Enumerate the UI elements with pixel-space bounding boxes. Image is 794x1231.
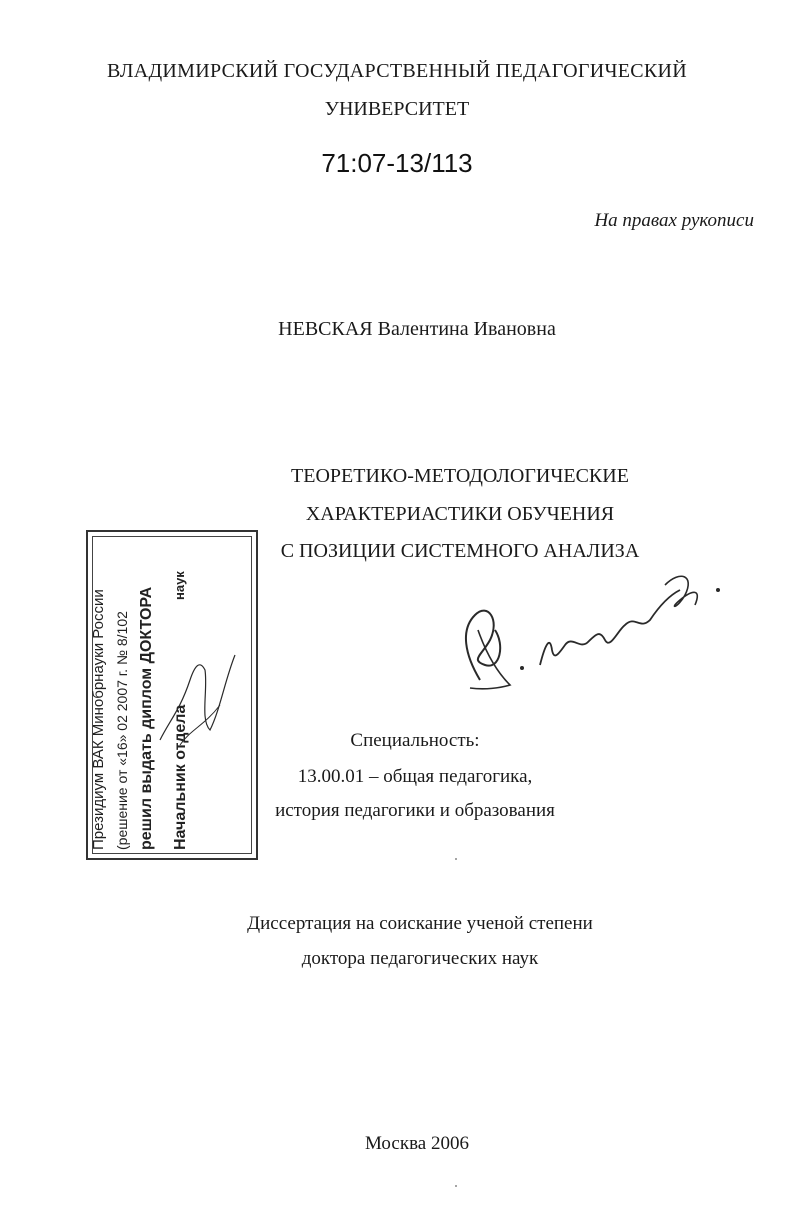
specialty-name: история педагогики и образования bbox=[275, 800, 555, 821]
university-name-line1: ВЛАДИМИРСКИЙ ГОСУДАРСТВЕННЫЙ ПЕДАГОГИЧЕСКИЙ bbox=[106, 60, 688, 82]
stamp-line-diploma: решил выдать диплом ДОКТОРА bbox=[138, 586, 155, 850]
author-signature bbox=[440, 560, 740, 710]
catalog-code: 71:07-13/113 bbox=[321, 148, 473, 178]
title-line-3: С ПОЗИЦИИ СИСТЕМНОГО АНАЛИЗА bbox=[280, 540, 640, 562]
stamp-signature bbox=[150, 650, 240, 750]
stamp-line-presidium: Президиум ВАК Минобрнауки России bbox=[90, 589, 107, 850]
stamp-line-head: Начальник отдела bbox=[172, 704, 189, 850]
scan-speck bbox=[455, 1185, 457, 1187]
city-year: Москва 2006 bbox=[365, 1133, 469, 1154]
specialty-code: 13.00.01 – общая педагогика, bbox=[297, 766, 533, 787]
degree-line-2: доктора педагогических наук bbox=[301, 948, 539, 969]
specialty-label: Специальность: bbox=[350, 730, 480, 751]
author-name: НЕВСКАЯ Валентина Ивановна bbox=[278, 318, 556, 340]
degree-line-1: Диссертация на соискание ученой степени bbox=[247, 913, 593, 934]
stamp-line-field: наук bbox=[172, 571, 187, 600]
rights-note: На правах рукописи bbox=[594, 210, 754, 231]
university-name-line2: УНИВЕРСИТЕТ bbox=[324, 98, 470, 120]
stamp-line-decision: (решение от «16» 02 2007 г. № 8/102 bbox=[114, 611, 130, 850]
title-line-2: ХАРАКТЕРИАСТИКИ ОБУЧЕНИЯ bbox=[305, 503, 615, 525]
title-line-1: ТЕОРЕТИКО-МЕТОДОЛОГИЧЕСКИЕ bbox=[291, 465, 629, 487]
scan-speck bbox=[455, 858, 457, 860]
